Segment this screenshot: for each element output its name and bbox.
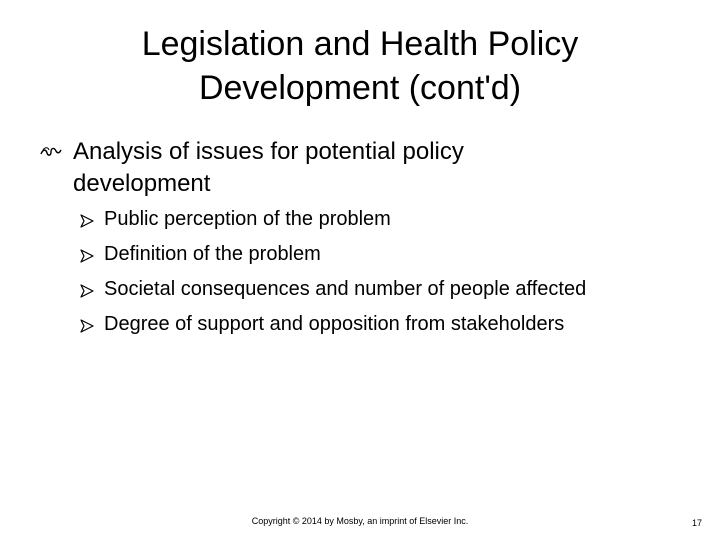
scroll-glyph-icon: [40, 144, 62, 158]
sub-bullet-item: [80, 205, 680, 234]
title-line-2: Development (cont'd): [198, 69, 522, 107]
page-number: 17: [691, 518, 702, 528]
title-line-1: Legislation and Health Policy: [141, 25, 579, 63]
arrowhead-icon: [80, 214, 94, 228]
arrowhead-icon: [80, 284, 94, 298]
main-bullet-list: [40, 136, 680, 200]
sub-bullet-list: [80, 205, 680, 345]
arrowhead-icon: [80, 319, 94, 333]
sub-bullet-item: [80, 240, 680, 269]
slide-title: [60, 22, 660, 110]
sub-bullet-item: [80, 275, 680, 304]
arrowhead-icon: [80, 249, 94, 263]
main-bullet: [40, 136, 680, 200]
sub-bullet-item: [80, 310, 680, 339]
copyright-footer: Copyright © 2014 by Mosby, an imprint of Elsevier Inc.: [251, 516, 469, 526]
main-bullet-line-1: Analysis of issues for potential policy: [73, 138, 464, 165]
sub-bullet-text: Societal consequences and number of people affected: [104, 278, 587, 300]
sub-bullet-text: Definition of the problem: [104, 243, 321, 265]
sub-bullet-text: Degree of support and opposition from stakeholders: [104, 313, 565, 335]
sub-bullet-text: Public perception of the problem: [104, 208, 391, 230]
main-bullet-line-2: development: [73, 170, 211, 197]
